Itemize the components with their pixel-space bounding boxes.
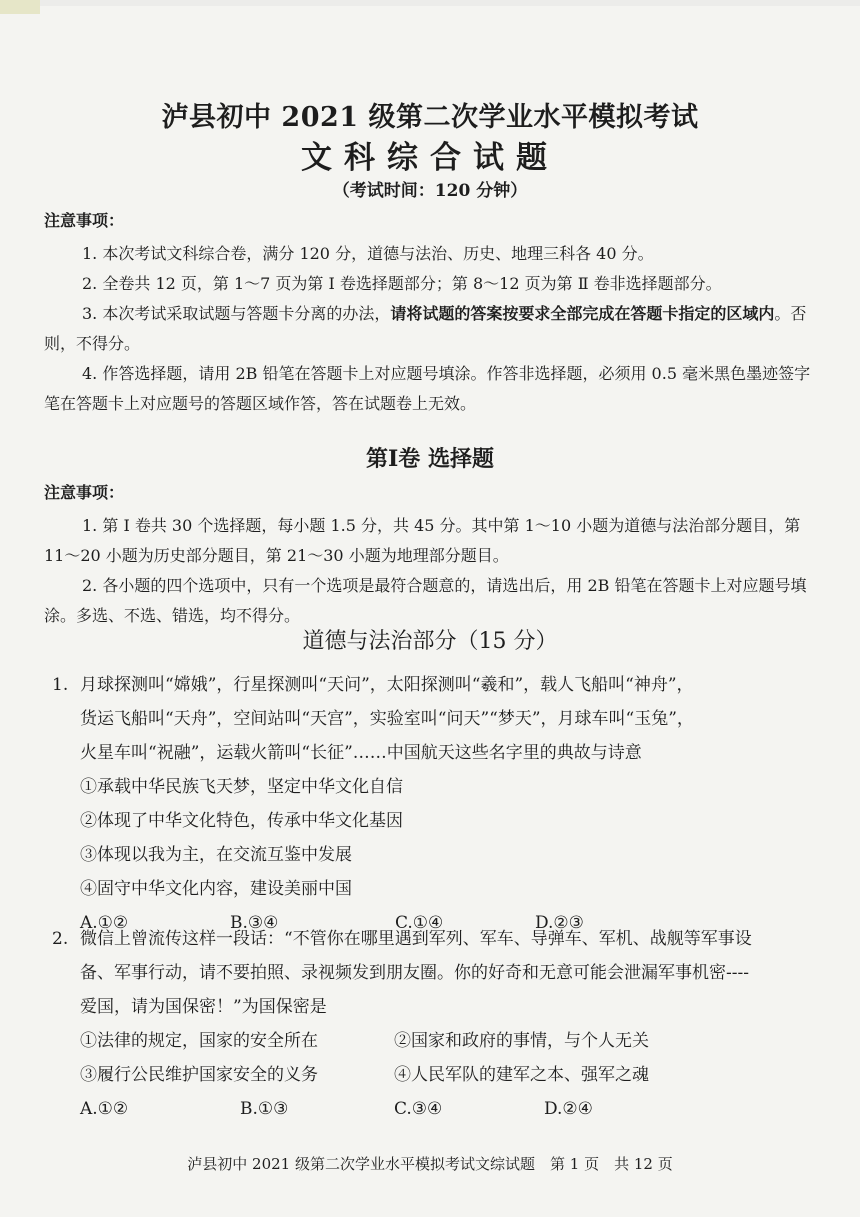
option-c: C.③④ [394,1099,443,1119]
option-d: D.②③ [535,913,584,933]
option-c: C.①④ [395,913,444,933]
section-notice-item-1: 1. 第 Ⅰ 卷共 30 个选择题，每小题 1.5 分，共 45 分。其中第 1～10 小题为道德与法治部分题目，第 11～20 小题为历史部分题目，第 21～30 小题为地理部分题目。 [44,516,801,565]
question-stem-line: 火星车叫“祝融”，运载火箭叫“长征”……中国航天这些名字里的典故与诗意 [80,743,642,763]
question-stem-line: 月球探测叫“嫦娥”，行星探测叫“天问”，太阳探测叫“羲和”，载人飞船叫“神舟”， [80,675,694,695]
notice-item-4: 4. 作答选择题，请用 2B 铅笔在答题卡上对应题号填涂。作答非选择题，必须用 0.5 毫米黑色墨迹签字笔在答题卡上对应题号的答题区域作答，答在试题卷上无效。 [44,364,811,413]
question-number: 2. [52,929,69,949]
option-a: A.①② [80,913,129,933]
statement-item: ③履行公民维护国家安全的义务 [80,1065,318,1085]
statement-item: ④人民军队的建军之本、强军之魂 [394,1065,649,1085]
option-d: D.②④ [544,1099,593,1119]
question-stem-line: 备、军事行动，请不要拍照、录视频发到朋友圈。你的好奇和无意可能会泄漏军事机密---- [80,963,749,983]
notice-section [44,208,824,419]
notice-item-3-bold: 请将试题的答案按要求全部完成在答题卡指定的区域内 [390,304,775,323]
scan-mark [0,0,40,14]
statement-item: ①法律的规定，国家的安全所在 [80,1031,318,1051]
scan-edge [0,0,860,6]
statement-item: ③体现以我为主，在交流互鉴中发展 [80,845,352,865]
page-footer: 泸县初中 2021 级第二次学业水平模拟考试文综试题 第 1 页 共 12 页 [187,1155,673,1173]
notice-heading: 注意事项： [44,211,125,230]
notice-item-2: 2. 全卷共 12 页，第 1～7 页为第 Ⅰ 卷选择题部分；第 8～12 页为第 Ⅱ 卷非选择题部分。 [82,274,722,293]
exam-subject-title: 文科综合试题 [301,140,559,176]
question-stem-line: 货运飞船叫“天舟”，空间站叫“天宫”，实验室叫“问天”“梦天”，月球车叫“玉兔”， [80,709,694,729]
section-notice-item-2: 2. 各小题的四个选项中，只有一个选项是最符合题意的，请选出后，用 2B 铅笔在答题卡上对应题号填涂。多选、不选、错选，均不得分。 [44,576,807,625]
section-title: 第Ⅰ卷 选择题 [366,446,494,472]
notice-item-3-text: 3. 本次考试采取试题与答题卡分离的办法， [82,304,391,323]
part-title: 道德与法治部分（15 分） [302,629,558,654]
question-stem-line: 爱国，请为国保密！”为国保密是 [80,997,327,1017]
notice-item-1: 1. 本次考试文科综合卷，满分 120 分，道德与法治、历史、地理三科各 40 分。 [82,244,654,263]
statement-item: ①承载中华民族飞天梦，坚定中华文化自信 [80,777,403,797]
option-b: B.③④ [230,913,279,933]
notice-item-3-tail: 。否则，不得分。 [44,304,807,353]
question-stem-line: 微信上曾流传这样一段话：“不管你在哪里遇到军列、军车、导弹车、军机、战舰等军事设 [80,929,752,949]
statement-item: ④固守中华文化内容，建设美丽中国 [80,879,352,899]
exam-title: 泸县初中 2021 级第二次学业水平模拟考试 [161,102,699,133]
exam-time: （考试时间：120 分钟） [332,181,528,201]
statement-row [80,1058,792,1092]
option-b: B.①③ [240,1099,289,1119]
section-notice-heading: 注意事项： [44,483,125,502]
section-notice [44,480,824,631]
statement-row [80,1024,792,1058]
statement-item: ②国家和政府的事情，与个人无关 [394,1031,649,1051]
answer-options [80,1092,792,1126]
question-2 [52,922,792,1126]
question-number: 1. [52,675,69,695]
option-a: A.①② [80,1099,129,1119]
notice-item-3 [44,299,824,359]
question-1 [52,668,792,940]
statement-item: ②体现了中华文化特色，传承中华文化基因 [80,811,403,831]
